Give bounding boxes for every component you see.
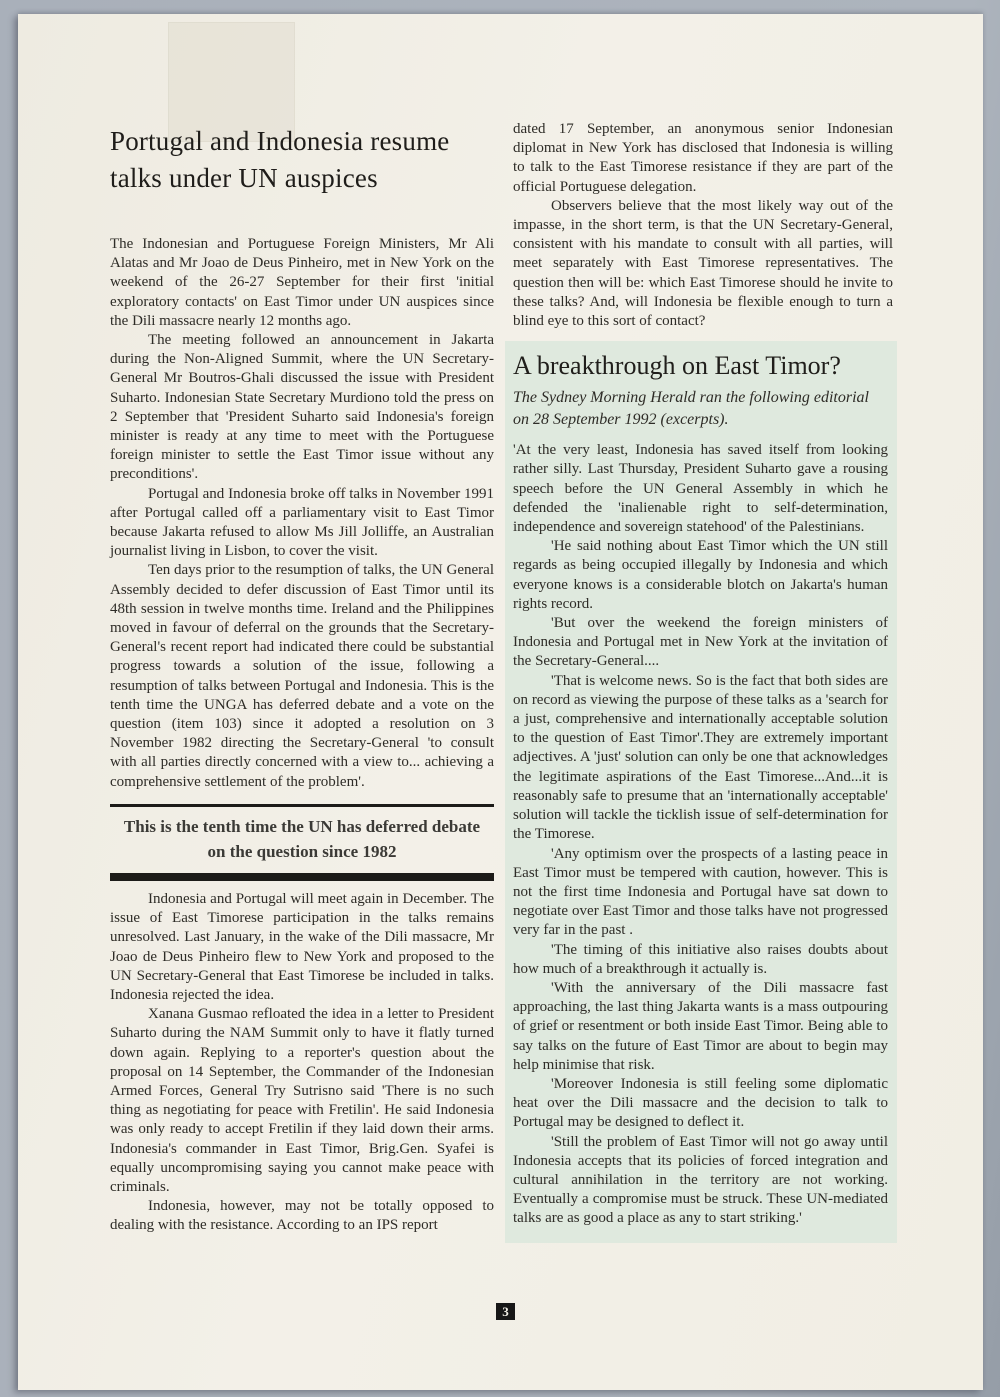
- article-headline: Portugal and Indonesia resume talks under UN auspices: [110, 126, 450, 193]
- paragraph: 'The timing of this initiative also raises doubts about how much of a breakthrough it actually is.: [513, 941, 888, 977]
- paragraph: 'Any optimism over the prospects of a lasting peace in East Timor must be tempered with caution, however. This is not the first time Indonesia and Portugal have sat down to negotiate over East Timor and those talks have not progressed very far in the past .: [513, 845, 888, 939]
- paragraph: 'At the very least, Indonesia has saved itself from looking rather silly. Last Thursday, President Suharto gave a rousing speech before the UN General Assembly in which he defended the 'inalienable right to self-determination, independence and sovereign statehood' of the Palestinians.: [513, 442, 888, 536]
- left-column: [110, 123, 494, 1236]
- paragraph: 'But over the weekend the foreign ministers of Indonesia and Portugal met in New York at the invitation of the Secretary-General....: [513, 615, 888, 670]
- right-column: [505, 120, 897, 1243]
- paragraph: Xanana Gusmao refloated the idea in a letter to President Suharto during the NAM Summit only to have it flatly turned down again. Replying to a reporter's question about the proposal on 14 September, the Commander of the Indonesian Armed Forces, General Try Sutrisno said 'There is no such thing as negotiating for peace with Fretilin'. He said Indonesia was only ready to accept Fretilin if they laid down their arms. Indonesia's commander in East Timor, Brig.Gen. Syafei is equally uncompromising saying you cannot make peace with criminals.: [110, 1006, 494, 1195]
- editorial-title: A breakthrough on East Timor?: [513, 351, 841, 381]
- editorial-lede: The Sydney Morning Herald ran the following editorial on 28 September 1992 (excerpts).: [513, 389, 869, 429]
- paragraph: Indonesia and Portugal will meet again in December. The issue of East Timorese participation in the talks remains unresolved. Last January, in the wake of the Dili massacre, Mr Joao de Deus Pinheiro flew to New York and proposed to the UN Secretary-General that East Timorese be included in talks. Indonesia rejected the idea.: [110, 890, 494, 1003]
- paragraph: The Indonesian and Portuguese Foreign Ministers, Mr Ali Alatas and Mr Joao de Deus Pinheiro, met in New York on the weekend of the 26-27 September for their first 'initial exploratory contacts' on East Timor under UN auspices since the Dili massacre nearly 12 months ago.: [110, 236, 494, 329]
- paragraph: 'He said nothing about East Timor which the UN still regards as being occupied illegally by Indonesia and which everyone knows is a considerable blotch on Jakarta's human rights record.: [513, 538, 888, 612]
- pull-quote-text: This is the tenth time the UN has deferred debate on the question since 1982: [123, 816, 481, 861]
- paragraph: 'With the anniversary of the Dili massacre fast approaching, the last thing Jakarta wants is a mass outpouring of grief or resentment or both inside East Timor. Being able to say talks on the future of East Timor are about to begin may help minimise that risk.: [513, 979, 888, 1073]
- pull-quote: [110, 804, 494, 881]
- paragraph: 'That is welcome news. So is the fact that both sides are on record as viewing the purpose of these talks as a 'search for a just, comprehensive and internationally acceptable solution to the question of East Timor'.They are extremely important adjectives. A 'just' solution can only be one that acknowledges the legitimate aspirations of the East Timorese...And...it is reasonably safe to presume that an 'internationally acceptable' solution will tackle the ticklish issue of self-determination for the Timorese.: [513, 672, 888, 843]
- paragraph: 'Still the problem of East Timor will not go away until Indonesia accepts that its policies of forced integration and cultural annihilation in the territory are not working. Eventually a compromise must be struck. These UN-mediated talks are as good a place as any to start striking.': [513, 1133, 888, 1227]
- paragraph: 'Moreover Indonesia is still feeling some diplomatic heat over the Dili massacre and the decision to talk to Portugal may be designed to deflect it.: [513, 1075, 888, 1131]
- editorial-box: [505, 341, 897, 1242]
- paragraph: Observers believe that the most likely way out of the impasse, in the short term, is that the UN Secretary-General, consistent with his mandate to consult with all parties, will meet separately with East Timorese representatives. The question then will be: which East Timorese should he invite to these talks? And, will Indonesia be flexible enough to turn a blind eye to this sort of contact?: [513, 197, 893, 330]
- newsletter-page: [18, 14, 983, 1390]
- paragraph: Ten days prior to the resumption of talks, the UN General Assembly decided to defer discussion of East Timor until its 48th session in twelve months time. Ireland and the Philippines moved in favour of deferral on the grounds that the Secretary-General's recent report had indicated there could be substantial progress towards a solution of the issue, following a resumption of talks between Portugal and Indonesia. This is the tenth time the UNGA has deferred debate and a vote on the question (item 103) since it adopted a resolution on 3 November 1982 directing the Secretary-General 'to consult with all parties directly concerned with a view to... achieving a comprehensive settlement of the problem'.: [110, 562, 494, 790]
- page-number: 3: [496, 1303, 515, 1320]
- paragraph: Portugal and Indonesia broke off talks in November 1991 after Portugal called off a parliamentary visit to East Timor because Jakarta refused to allow Ms Jill Jolliffe, an Australian journalist living in Lisbon, to cover the visit.: [110, 485, 494, 560]
- paragraph: Indonesia, however, may not be totally opposed to dealing with the resistance. According to an IPS report: [110, 1198, 494, 1234]
- paragraph: dated 17 September, an anonymous senior Indonesian diplomat in New York has disclosed that Indonesia is willing to talk to the East Timorese resistance if they are part of the official Portuguese delegation.: [513, 121, 893, 195]
- paragraph: The meeting followed an announcement in Jakarta during the Non-Aligned Summit, where the UN Secretary-General Mr Boutros-Ghali discussed the issue with President Suharto. Indonesian State Secretary Murdiono told the press on 2 September that 'President Suharto said Indonesia's foreign minister is ready at any time to meet with the Portuguese foreign minister to settle the East Timor issue without any preconditions'.: [110, 332, 494, 483]
